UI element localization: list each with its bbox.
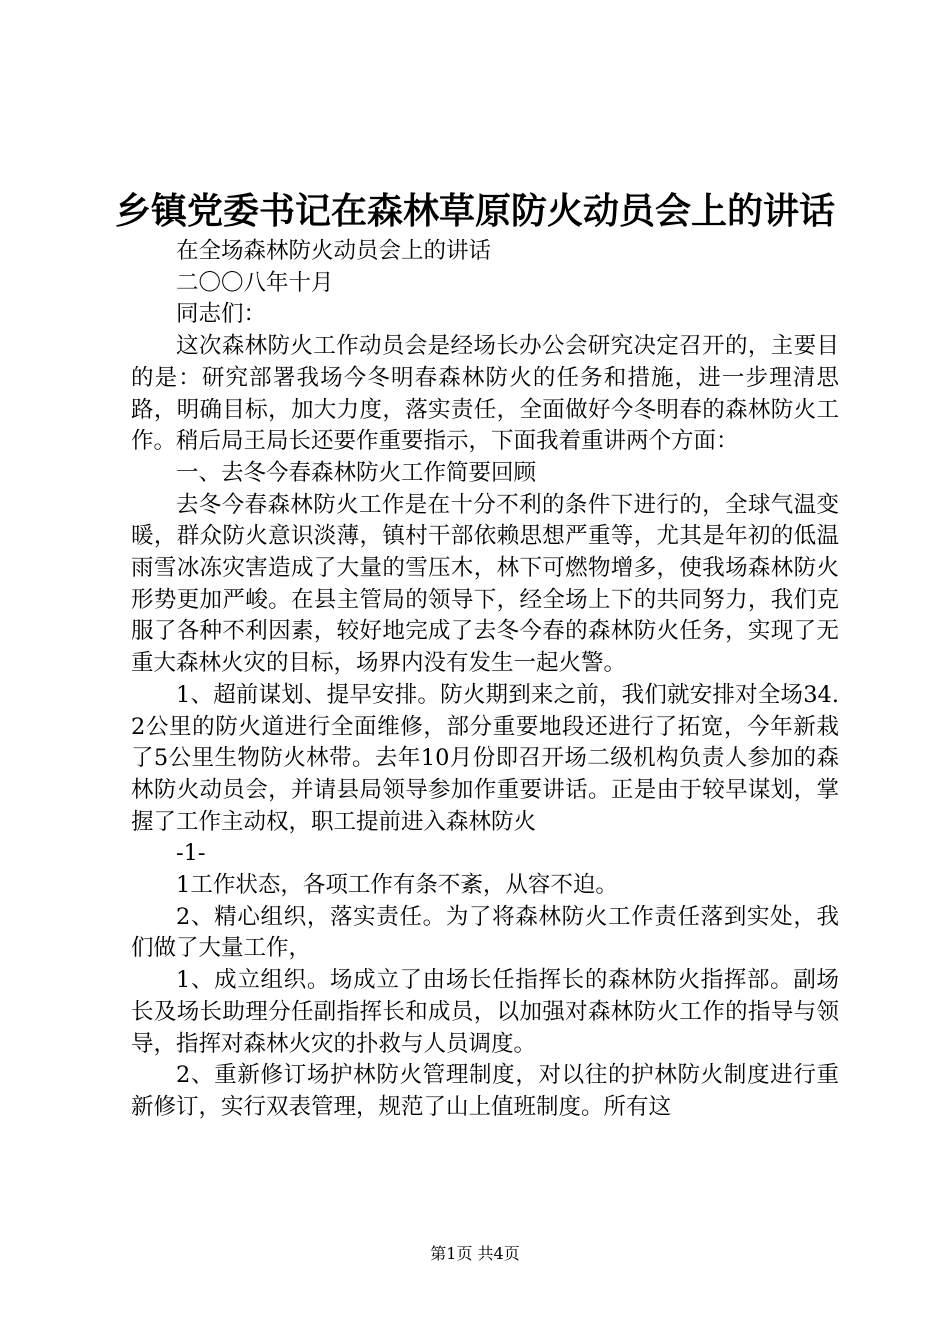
paragraph: 2、精心组织，落实责任。为了将森林防火工作责任落到实处，我们做了大量工作， (131, 903, 839, 962)
page-marker: -1- (176, 840, 206, 867)
paragraph: 同志们： (176, 301, 267, 328)
paragraph: 1工作状态，各项工作有条不紊，从容不迫。 (176, 872, 618, 899)
paragraph: 去冬今春森林防火工作是在十分不利的条件下进行的，全球气温变暖，群众防火意识淡薄，镇村干部依赖思想严重等，尤其是年初的低温雨雪冰冻灾害造成了大量的雪压木，林下可燃物增多，使我场森林防火形势更加严峻。在县主管局的领导下，经全场上下的共同努力，我们克服了各种不利因素，较好地完成了去冬今春的森林防火任务，实现了无重大森林火灾的目标，场界内没有发生一起火警。 (131, 491, 839, 677)
paragraph: 这次森林防火工作动员会是经场长办公会研究决定召开的，主要目的是：研究部署我场今冬明春森林防火的任务和措施，进一步理清思路，明确目标，加大力度，落实责任，全面做好今冬明春的森林防火工作。稍后局王局长还要作重要指示，下面我着重讲两个方面： (131, 333, 839, 455)
section-heading: 一、去冬今春森林防火工作简要回顾 (176, 459, 537, 486)
document-title: 乡镇党委书记在森林草原防火动员会上的讲话 (114, 190, 835, 232)
paragraph: 1、成立组织。场成立了由场长任指挥长的森林防火指挥部。副场长及场长助理分任副指挥长和成员，以加强对森林防火工作的指导与领导，指挥对森林火灾的扑救与人员调度。 (131, 967, 839, 1057)
paragraph: 二〇〇八年十月 (176, 269, 334, 296)
page-footer: 第1页 共4页 (430, 1244, 520, 1263)
document-body (131, 236, 839, 1124)
paragraph: 在全场森林防火动员会上的讲话 (176, 238, 492, 264)
paragraph: 1、超前谋划、提早安排。防火期到来之前，我们就安排对全场34.2公里的防火道进行全面维修，部分重要地段还进行了拓宽，今年新栽了5公里生物防火林带。去年10月份即召开场二级机构负责人参加的森林防火动员会，并请县局领导参加作重要讲话。正是由于较早谋划，掌握了工作主动权，职工提前进入森林防火 (131, 681, 839, 835)
paragraph: 2、重新修订场护林防火管理制度，对以往的护林防火制度进行重新修订，实行双表管理，规范了山上值班制度。所有这 (131, 1062, 839, 1120)
